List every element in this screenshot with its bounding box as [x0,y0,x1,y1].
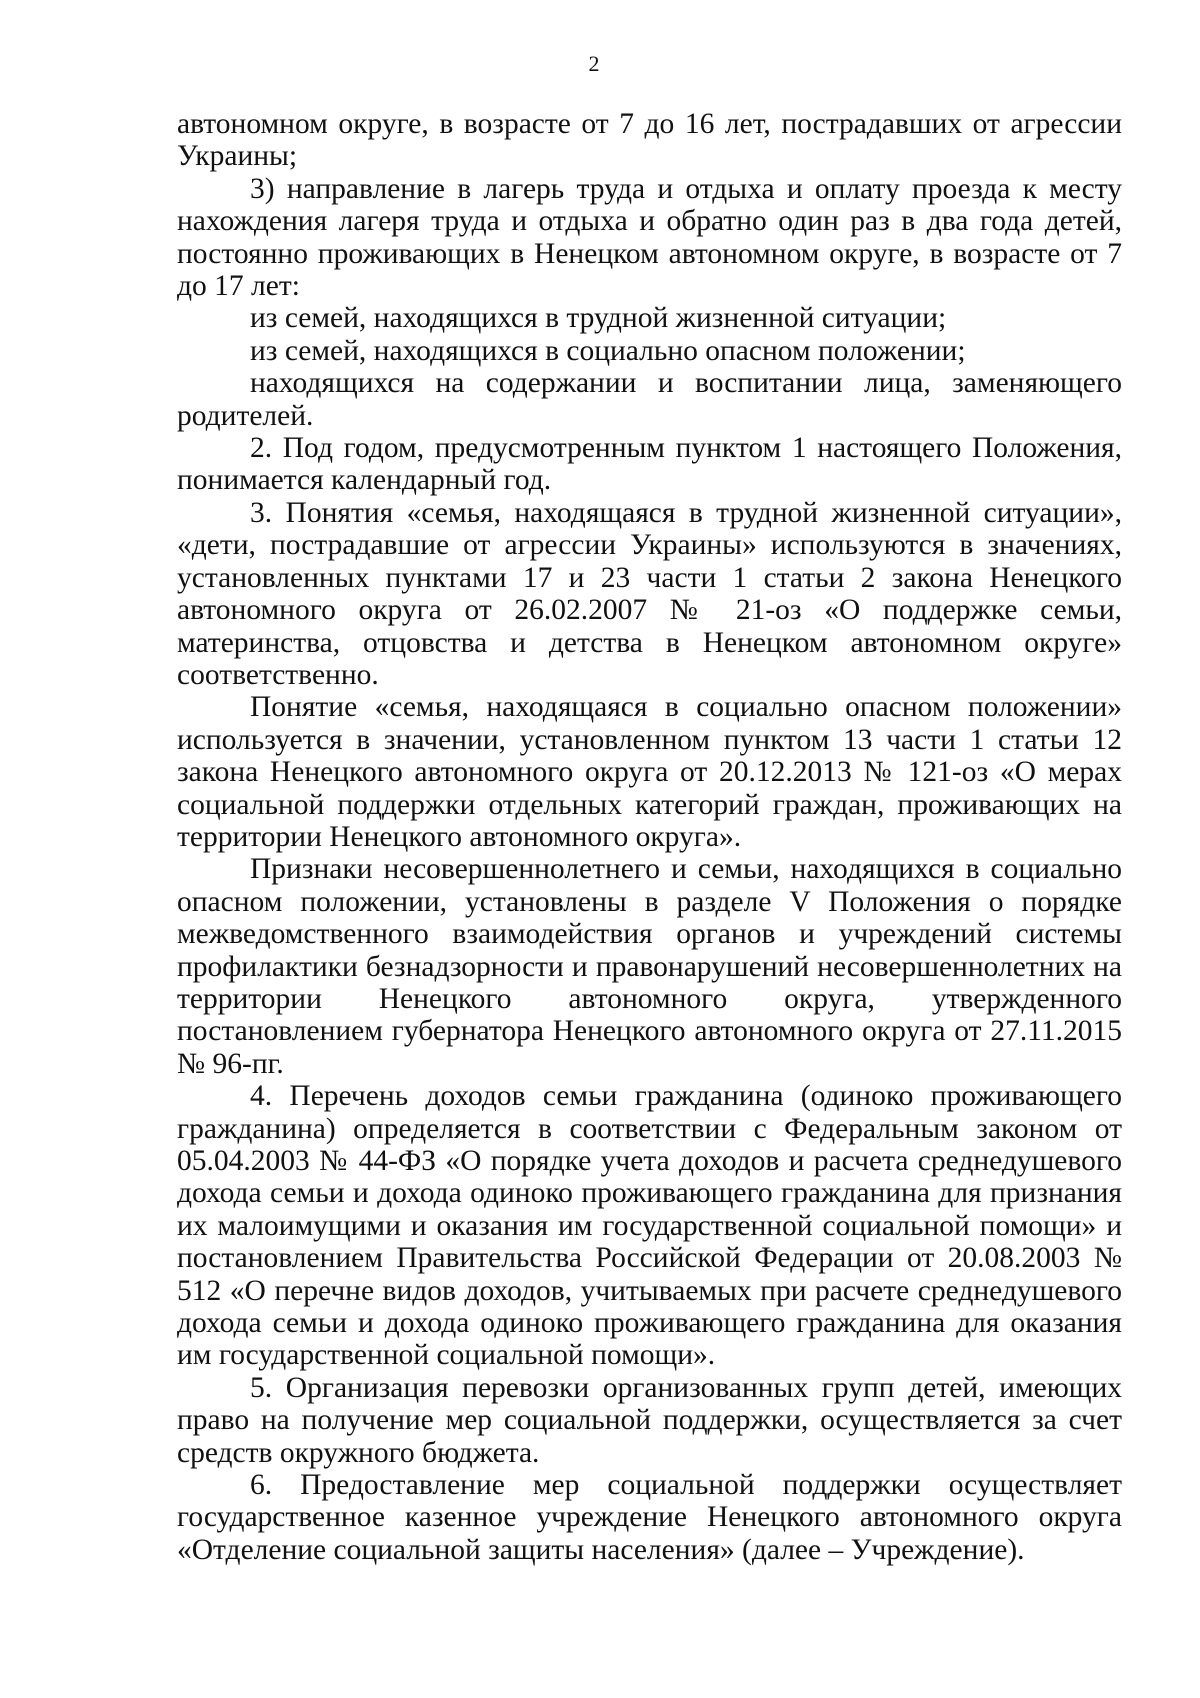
paragraph-point-6-provision: 6. Предоставление мер социальной поддержки осуществляет государственное казенное учреждение Ненецкого автономного округа «Отделение социальной защиты населения» (далее – Учреждение). [177,1469,1122,1566]
paragraph-point-2-year: 2. Под годом, предусмотренным пунктом 1 настоящего Положения, понимается календарный год. [177,432,1122,497]
paragraph-point-3-concepts: 3. Понятия «семья, находящаяся в трудной жизненной ситуации», «дети, пострадавшие от агрессии Украины» используются в значениях, установленных пунктами 17 и 23 части 1 статьи 2 закона Ненецкого автономного округа от 26.02.2007 № 21-оз «О поддержке семьи, материнства, отцовства и детства в Ненецком автономном округе» соответственно. [177,496,1122,691]
paragraph-point-5-transport: 5. Организация перевозки организованных групп детей, имеющих право на получение мер социальной поддержки, осуществляется за счет средств окружного бюджета. [177,1371,1122,1469]
paragraph-concept-dangerous-family: Понятие «семья, находящаяся в социально опасном положении» используется в значении, установленном пунктом 13 части 1 статьи 12 закона Ненецкого автономного округа от 20.12.2013 № 121-оз «О мерах социальной поддержки отдельных категорий граждан, проживающих на территории Ненецкого автономного округа». [177,691,1122,853]
paragraph-difficult-situation: из семей, находящихся в трудной жизненной ситуации; [250,302,947,335]
paragraph-continuation-ukraine: автономном округе, в возрасте от 7 до 16 лет, пострадавших от агрессии Украины; [177,108,1122,173]
document-body [177,108,1122,1566]
paragraph-signs-dangerous-position: Признаки несовершеннолетнего и семьи, находящихся в социально опасном положении, установлены в разделе V Положения о порядке межведомственного взаимодействия органов и учреждений системы профилактики безнадзорности и правонарушений несовершеннолетних на территории Ненецкого автономного округа, утвержденного постановлением губернатора Ненецкого автономного округа от 27.11.2015 № 96-пг. [177,853,1122,1080]
page-number: 2 [588,51,600,76]
paragraph-dangerous-position: из семей, находящихся в социально опасном положении; [250,334,966,367]
paragraph-item-3-labor-camp: 3) направление в лагерь труда и отдыха и оплату проезда к месту нахождения лагеря труда и отдыха и обратно один раз в два года детей, постоянно проживающих в Ненецком автономном округе, в возрасте от 7 до 17 лет: [177,172,1122,303]
paragraph-guardian-care: находящихся на содержании и воспитании лица, заменяющего родителей. [177,367,1122,432]
paragraph-point-4-income: 4. Перечень доходов семьи гражданина (одиноко проживающего гражданина) определяется в соответствии с Федеральным законом от 05.04.2003 № 44-ФЗ «О порядке учета доходов и расчета среднедушевого дохода семьи и дохода одиноко проживающего гражданина для признания их малоимущими и оказания им государственной социальной помощи» и постановлением Правительства Российской Федерации от 20.08.2003 № 512 «О перечне видов доходов, учитываемых при расчете среднедушевого дохода семьи и дохода одиноко проживающего гражданина для оказания им государственной социальной помощи». [177,1080,1122,1372]
